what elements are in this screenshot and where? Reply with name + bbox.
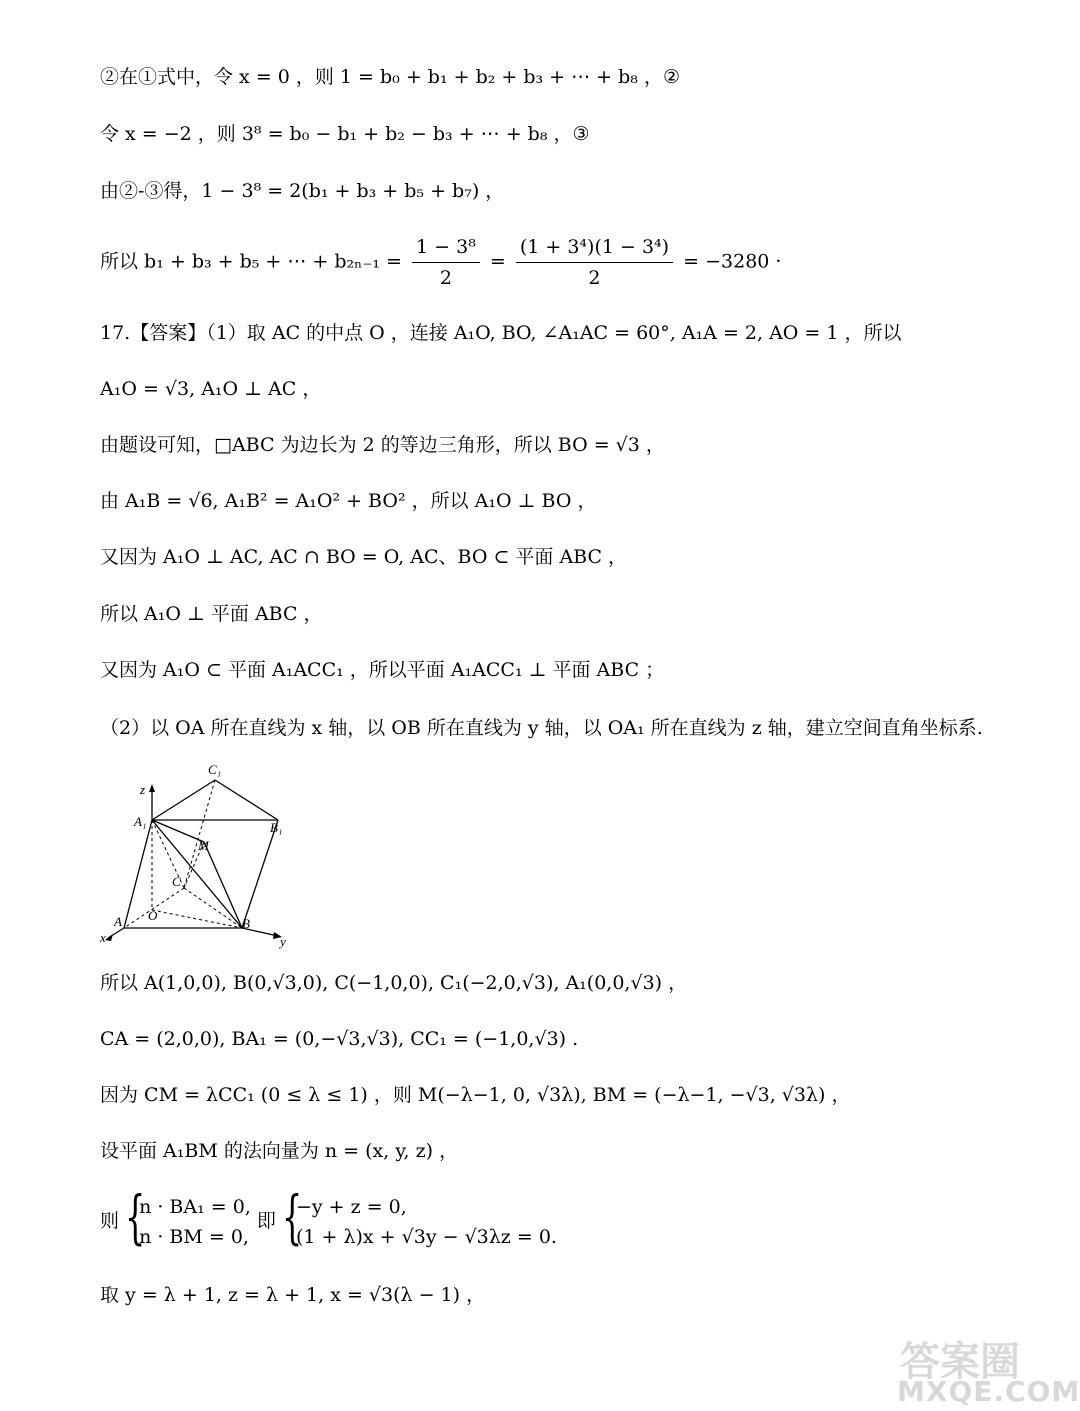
label-m: M [198, 838, 209, 853]
text-line-12: 所以 A(1,0,0), B(0,√3,0), C(−1,0,0), C₁(−2,0,√3), A₁(0,0,√3) ， [100, 972, 688, 994]
edge-a1-m [152, 820, 204, 842]
right-brace: { [281, 1183, 303, 1251]
text-line-8: 又因为 A₁O ⊥ AC, AC ∩ BO = O, AC、BO ⊂ 平面 ABC ， [100, 546, 628, 568]
fraction-2-denominator: 2 [588, 267, 601, 289]
label-y: y [280, 934, 286, 949]
system-row-4: (1 + λ)x + √3y − √3λz = 0. [295, 1226, 557, 1248]
text-line-5: A₁O = √3, A₁O ⊥ AC ， [100, 378, 322, 400]
text-line-3: 由②-③得，1 − 3⁸ = 2(b₁ + b₃ + b₅ + b₇) ， [100, 180, 505, 202]
text-line-13: CA = (2,0,0), BA₁ = (0,−√3,√3), CC₁ = (−1,0,√3) . [100, 1028, 579, 1050]
z-arrow [149, 784, 155, 792]
text-line-11: （2）以 OA 所在直线为 x 轴，以 OB 所在直线为 y 轴，以 OA₁ 所在直线为 z 轴，建立空间直角坐标系. [100, 717, 983, 739]
text-line-9: 所以 A₁O ⊥ 平面 ABC ， [100, 603, 323, 625]
watermark-logo: 答案圈 [900, 1339, 1020, 1385]
text-line-1: ②在①式中，令 x = 0 ，则 1 = b₀ + b₁ + b₂ + b₃ + ⋯ + b₈ ，② [100, 66, 680, 88]
label-x: x [100, 930, 106, 945]
sum-prefix: 所以 b₁ + b₃ + b₅ + ⋯ + b₂ₙ₋₁ = [100, 250, 402, 273]
label-a: A [114, 914, 122, 929]
watermark-url: MXQE.COM [897, 1375, 1080, 1408]
system-mid: 即 [256, 1210, 276, 1232]
sum-suffix: = −3280 · [683, 250, 782, 273]
text-line-6: 由题设可知，□ABC 为边长为 2 的等边三角形，所以 BO = √3 ， [100, 434, 665, 456]
text-line-14: 因为 CM = λCC₁ (0 ≤ λ ≤ 1) ，则 M(−λ−1, 0, √3λ), BM = (−λ−1, −√3, √3λ) ， [100, 1084, 851, 1106]
answer-17-heading: 17.【答案】（1）取 AC 的中点 O ，连接 A₁O, BO, ∠A₁AC = 60°, A₁A = 2, AO = 1 ，所以 [100, 322, 902, 344]
fraction-2-numerator: (1 + 3⁴)(1 − 3⁴) [516, 232, 673, 263]
left-brace: { [125, 1183, 146, 1251]
label-a1: A₁ [134, 814, 147, 829]
fraction-2 [516, 232, 673, 293]
system-left [125, 1183, 251, 1252]
prism-figure [100, 760, 300, 950]
label-b: B [242, 916, 250, 931]
label-o: O [148, 908, 158, 923]
system-prefix: 则 [100, 1210, 120, 1232]
sum-line [100, 232, 781, 293]
fraction-1-denominator: 2 [439, 267, 452, 289]
fraction-1-numerator: 1 − 3⁸ [412, 232, 480, 263]
edge-b1-b [242, 820, 278, 928]
label-c: C [172, 874, 181, 889]
text-line-2: 令 x = −2 ，则 3⁸ = b₀ − b₁ + b₂ − b₃ + ⋯ + b₈ ，③ [100, 123, 590, 145]
text-line-15: 设平面 A₁BM 的法向量为 n = (x, y, z) ， [100, 1140, 459, 1162]
system-right [281, 1183, 557, 1252]
text-line-16: 取 y = λ + 1, z = λ + 1, x = √3(λ − 1) ， [100, 1284, 486, 1306]
edge-m-b [204, 842, 242, 928]
fraction-1 [412, 232, 480, 293]
label-z: z [140, 782, 146, 797]
system-row-2: n · BM = 0, [139, 1226, 249, 1248]
text-line-10: 又因为 A₁O ⊂ 平面 A₁ACC₁ ，所以平面 A₁ACC₁ ⊥ 平面 ABC ； [100, 659, 665, 681]
equation-system [100, 1183, 557, 1252]
label-b1: B₁ [270, 820, 283, 835]
system-row-1: n · BA₁ = 0, [139, 1196, 251, 1218]
label-c1: C₁ [208, 762, 222, 777]
equals-sign: = [489, 250, 506, 273]
edge-a1-c1 [152, 780, 215, 820]
text-line-7: 由 A₁B = √6, A₁B² = A₁O² + BO² ，所以 A₁O ⊥ BO ， [100, 490, 597, 512]
edge-a1-b [152, 820, 242, 928]
edge-c1-b1 [215, 780, 278, 820]
system-row-3: −y + z = 0, [295, 1196, 407, 1218]
x-arrow [105, 934, 113, 941]
